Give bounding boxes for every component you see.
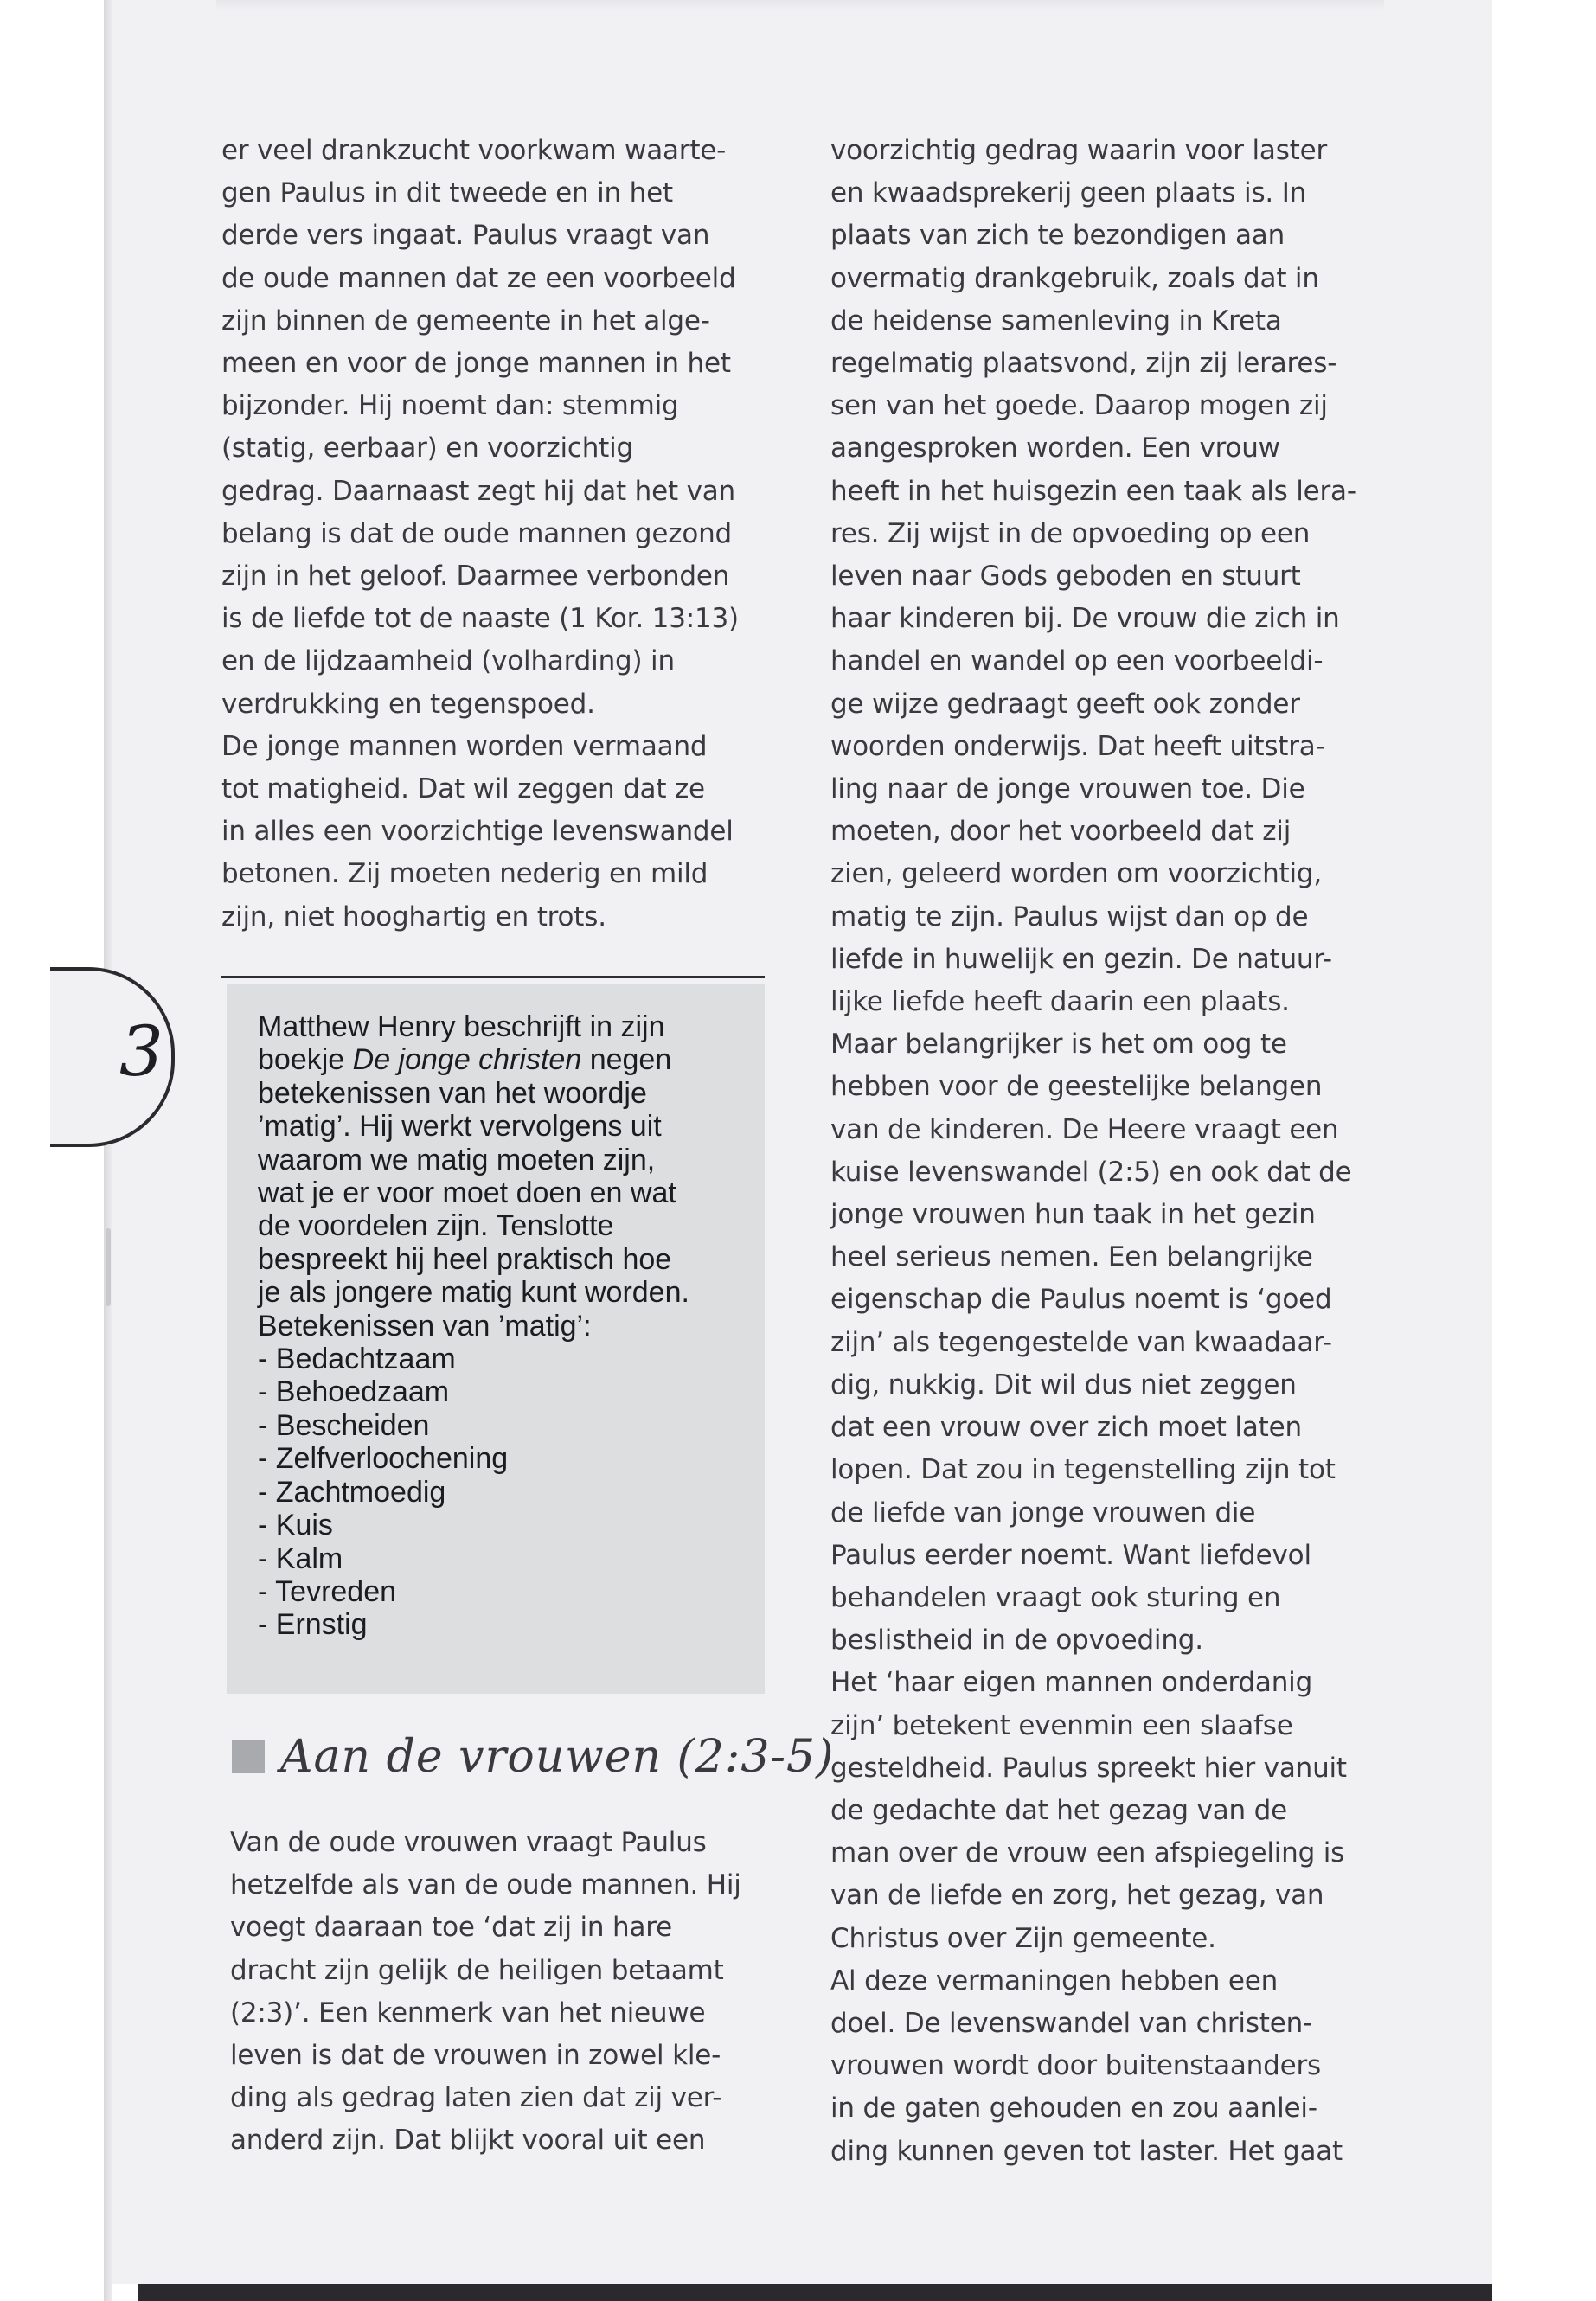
list-item: - Bedachtzaam: [258, 1343, 456, 1376]
callout-line-2-start: boekje: [258, 1043, 353, 1077]
list-item: - Zelfverloochening: [258, 1442, 509, 1476]
book-title: De jonge christen: [352, 1043, 582, 1077]
list-item: - Tevreden: [258, 1574, 397, 1608]
page-bottom-edge: [138, 2284, 1492, 2301]
list-item: - Kalm: [258, 1541, 343, 1575]
list-item: - Ernstig: [258, 1608, 368, 1642]
left-column-paragraph-bottom: Van de oude vrouwen vraagt Paulus hetzelfde als van de oude mannen. Hij voegt daaraan toe ‘dat zij in hare dracht zijn gelijk de heiligen betaamt (2:3)’. Een kenmerk van het nieuwe leven is dat de vrouwen in zowel kle- ding als gedrag laten zien dat zij ver- anderd zijn. Dat blijkt vooral uit een: [230, 1827, 741, 2157]
list-item: - Bescheiden: [258, 1408, 430, 1442]
chapter-number: 3: [119, 1011, 163, 1092]
callout-divider: [221, 976, 765, 978]
section-heading: [232, 1727, 834, 1787]
callout-body: betekenissen van het woordje ’matig’. Hij werkt vervolgens uit waarom we matig moeten zijn, wat je er voor moet doen en wat de voordelen zijn. Tenslotte bespreekt hij heel praktisch hoe je als jongere matig kunt worden. Betekenissen van ’matig’:: [258, 1076, 689, 1343]
list-item: - Kuis: [258, 1509, 333, 1542]
page-top-shadow: [216, 0, 1384, 10]
callout-line-2-end: negen: [581, 1043, 672, 1077]
callout-line-1: Matthew Henry beschrijft in zijn: [258, 1010, 665, 1043]
right-column-paragraph: voorzichtig gedrag waarin voor laster en kwaadsprekerij geen plaats is. In plaats van zich te bezondigen aan overmatig drankgebruik, zoals dat in de heidense samenleving in Kreta regelmatig plaatsvond, zijn zij lerares- sen van het goede. Daarop mogen zij aangesproken worden. Een vrouw heeft in het huisgezin een taak als lera- res. Zij wijst in de opvoeding op een leven naar Gods geboden en stuurt haar kinderen bij. De vrouw die zich in handel en wandel op een voorbeeldi- ge wijze gedraagt geeft ook zonder woorden onderwijs. Dat heeft uitstra- ling naar de jonge vrouwen toe. Die moeten, door het voorbeeld dat zij zien, geleerd worden om voorzichtig, matig te zijn. Paulus wijst dan op de liefde in huwelijk en gezin. De natuur- lijke liefde heeft daarin een plaats. Maar belangrijker is het om oog te hebben voor de geestelijke belangen van de kinderen. De Heere vraagt een kuise levenswandel (2:5) en ook dat de jonge vrouwen hun taak in het gezin heel serieus nemen. Een belangrijke eigenschap die Paulus noemt is ‘goed zijn’ als tegengestelde van kwaadaar- dig, nukkig. Dit wil dus niet zeggen dat een vrouw over zich moet laten lopen. Dat zou in tegenstelling zijn tot de liefde van jonge vrouwen die Paulus eerder noemt. Want liefdevol behandelen vraagt ook sturing en beslistheid in de opvoeding. Het ‘haar eigen mannen onderdanig zijn’ betekent evenmin een slaafse gesteldheid. Paulus spreekt hier vanuit de gedachte dat het gezag van de man over de vrouw een afspiegeling is van de liefde en zorg, het gezag, van Christus over Zijn gemeente. Al deze vermaningen hebben een doel. De levenswandel van christen- vrouwen wordt door buitenstaanders in de gaten gehouden en zou aanlei- ding kunnen geven tot laster. Het gaat: [830, 135, 1356, 2167]
section-heading-text: Aan de vrouwen (2:3-5): [280, 1731, 835, 1783]
left-column-paragraph-top: er veel drankzucht voorkwam waarte- gen Paulus in dit tweede en in het derde vers ingaat. Paulus vraagt van de oude mannen dat ze een voorbeeld zijn binnen de gemeente in het alge- meen en voor de jonge mannen in het bijzonder. Hij noemt dan: stemmig (statig, eerbaar) en voorzichtig gedrag. Daarnaast zegt hij dat het van belang is dat de oude mannen gezond zijn in het geloof. Daarmee verbonden is de liefde tot de naaste (1 Kor. 13:13) en de lijdzaamheid (volharding) in verdrukking en tegenspoed. De jonge mannen worden vermaand tot matigheid. Dat wil zeggen dat ze in alles een voorzichtige levenswandel betonen. Zij moeten nederig en mild zijn, niet hooghartig en trots.: [221, 135, 739, 933]
heading-square-icon: [232, 1740, 265, 1773]
page-gutter-shadow: [104, 0, 112, 2301]
meanings-list: [258, 1343, 739, 1642]
page-margin-right: [1492, 0, 1596, 2301]
callout-line-2: [258, 1043, 739, 1076]
list-item: - Zachtmoedig: [258, 1475, 446, 1509]
list-item: - Behoedzaam: [258, 1375, 450, 1409]
binding-mark: [106, 1228, 111, 1306]
callout-box: [227, 984, 765, 1694]
